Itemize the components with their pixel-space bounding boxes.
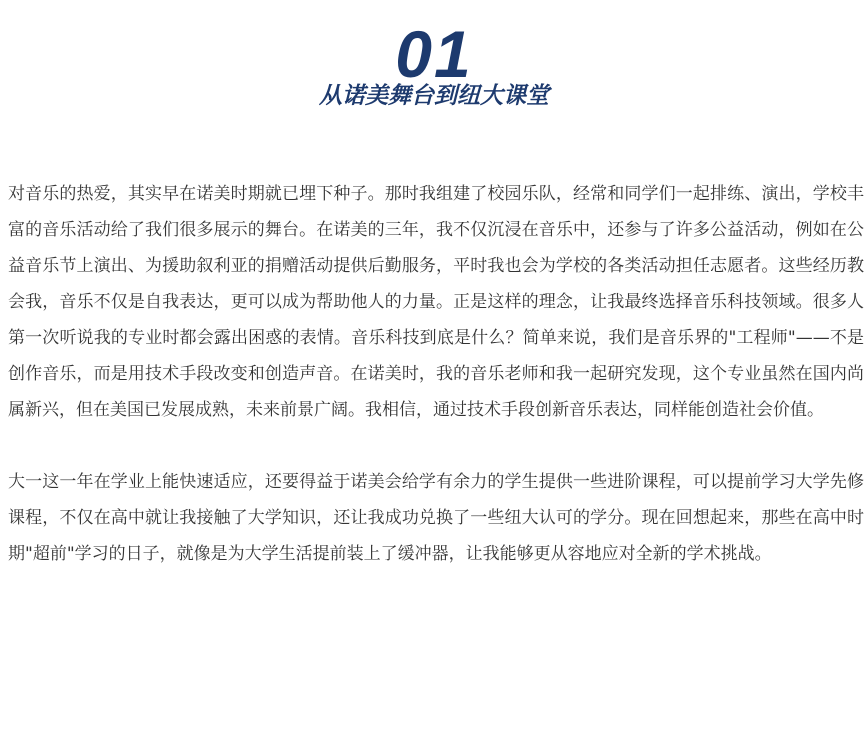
article-body xyxy=(8,176,864,572)
section-number: 01 xyxy=(395,17,473,91)
section-title: 从诺美舞台到纽大课堂 xyxy=(319,83,549,109)
article-paragraph: 对音乐的热爱，其实早在诺美时期就已埋下种子。那时我组建了校园乐队，经常和同学们一起排练、演出，学校丰富的音乐活动给了我们很多展示的舞台。在诺美的三年，我不仅沉浸在音乐中，还参与了许多公益活动，例如在公益音乐节上演出、为援助叙利亚的捐赠活动提供后勤服务，平时我也会为学校的各类活动担任志愿者。这些经历教会我，音乐不仅是自我表达，更可以成为帮助他人的力量。正是这样的理念，让我最终选择音乐科技领域。很多人第一次听说我的专业时都会露出困惑的表情。音乐科技到底是什么？简单来说，我们是音乐界的"工程师"——不是创作音乐，而是用技术手段改变和创造声音。在诺美时，我的音乐老师和我一起研究发现，这个专业虽然在国内尚属新兴，但在美国已发展成熟，未来前景广阔。我相信，通过技术手段创新音乐表达，同样能创造社会价值。 xyxy=(8,184,864,420)
article-paragraph: 大一这一年在学业上能快速适应，还要得益于诺美会给学有余力的学生提供一些进阶课程，可以提前学习大学先修课程，不仅在高中就让我接触了大学知识，还让我成功兑换了一些纽大认可的学分。现在回想起来，那些在高中时期"超前"学习的日子，就像是为大学生活提前装上了缓冲器，让我能够更从容地应对全新的学术挑战。 xyxy=(8,472,864,564)
